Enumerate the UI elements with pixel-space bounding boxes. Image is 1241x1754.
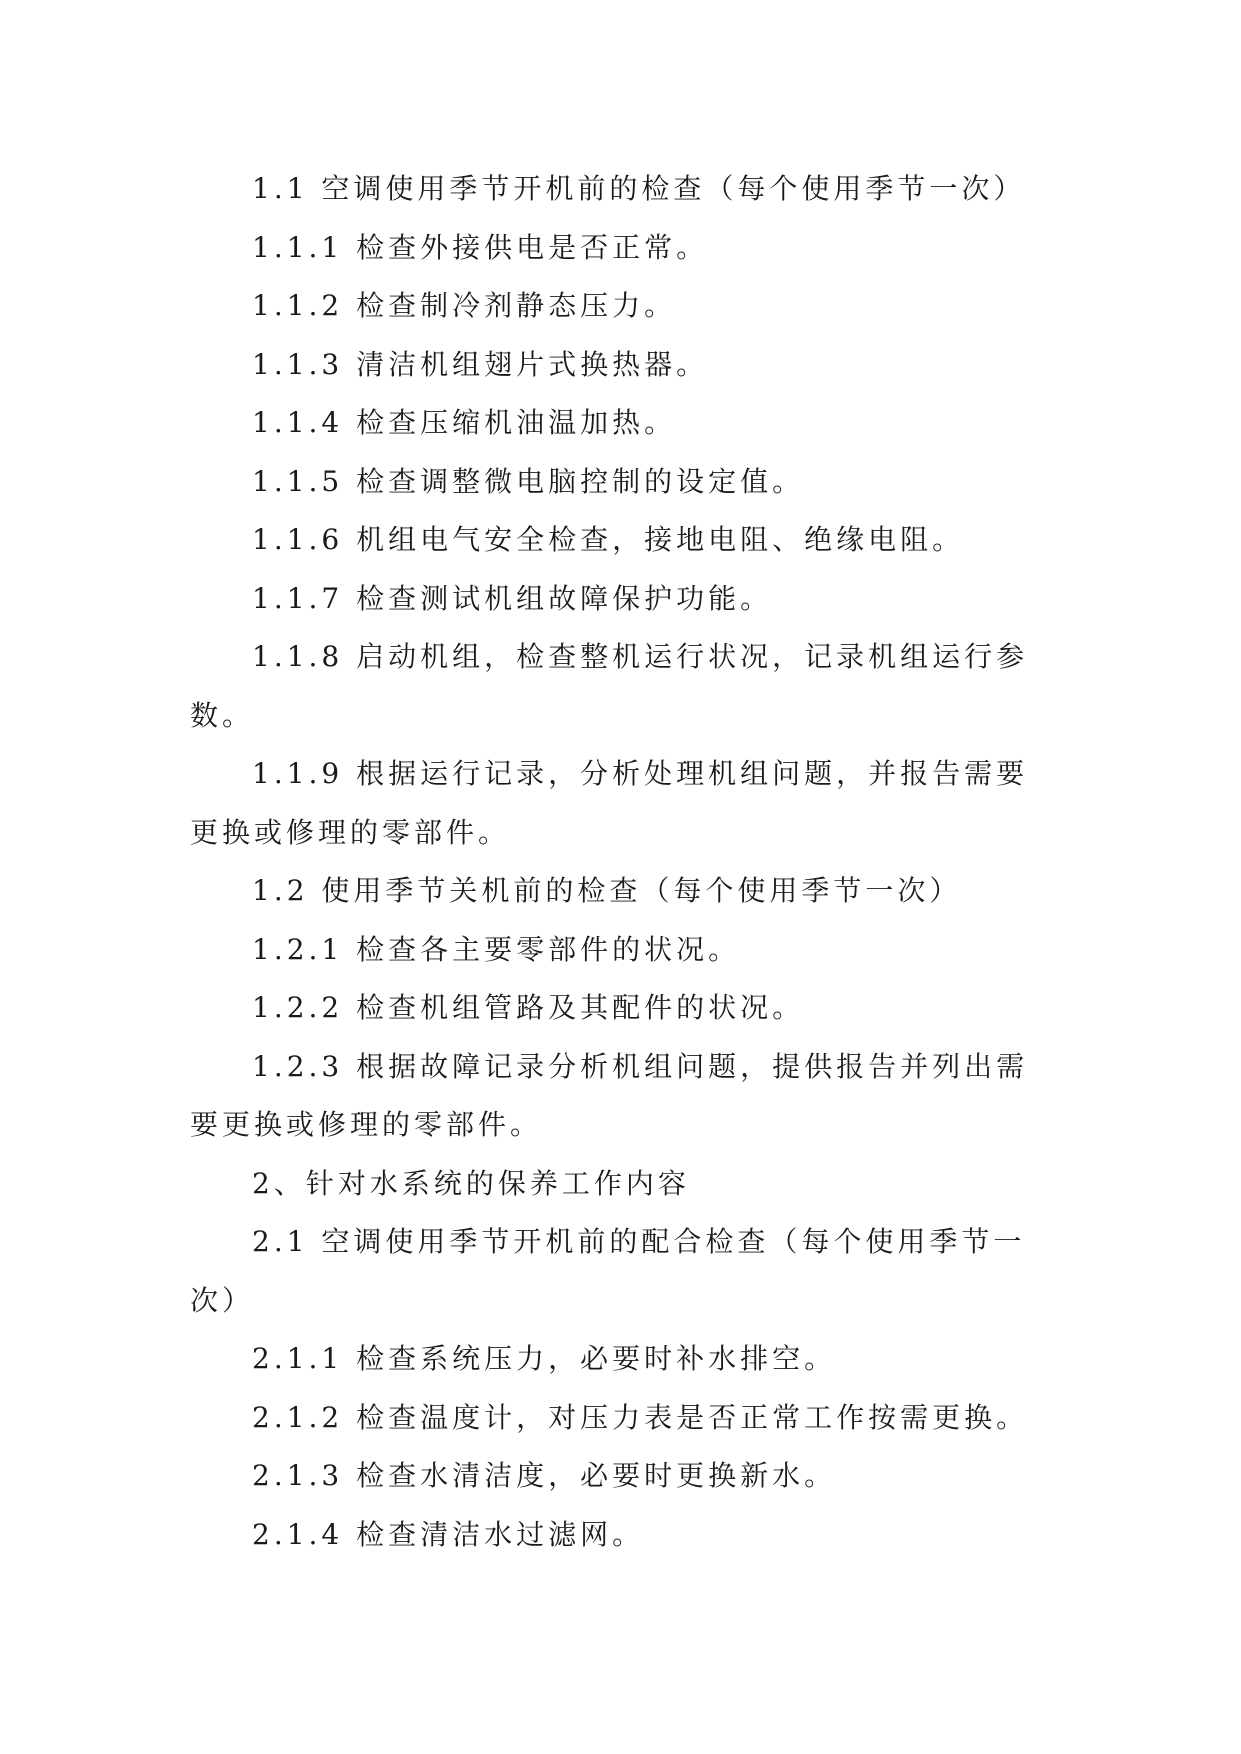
list-item: 1.1.9 根据运行记录，分析处理机组问题，并报告需要更换或修理的零部件。 [190, 757, 1029, 849]
list-item: 1.1.7 检查测试机组故障保护功能。 [252, 581, 773, 615]
list-item: 1.1.2 检查制冷剂静态压力。 [252, 289, 677, 322]
list-item: 1.1.4 检查压缩机油温加热。 [252, 406, 677, 439]
list-item: 2.1.2 检查温度计，对压力表是否正常工作按需更换。 [252, 1400, 1029, 1434]
section-heading-1-1: 1.1 空调使用季节开机前的检查（每个使用季节一次） [252, 172, 1026, 205]
list-item: 1.1.8 启动机组，检查整机运行状况，记录机组运行参数。 [190, 640, 1029, 732]
section-heading-2-1: 2.1 空调使用季节开机前的配合检查（每个使用季节一次） [190, 1225, 1026, 1317]
list-item: 2.1.4 检查清洁水过滤网。 [252, 1517, 645, 1551]
section-heading-2: 2、针对水系统的保养工作内容 [252, 1166, 690, 1200]
list-item: 2.1.1 检查系统压力，必要时补水排空。 [252, 1342, 837, 1375]
section-heading-1-2: 1.2 使用季节关机前的检查（每个使用季节一次） [252, 874, 962, 907]
list-item: 1.1.3 清洁机组翅片式换热器。 [252, 347, 709, 381]
list-item: 1.1.5 检查调整微电脑控制的设定值。 [252, 464, 805, 498]
list-item: 2.1.3 检查水清洁度，必要时更换新水。 [252, 1459, 837, 1492]
list-item: 1.2.2 检查机组管路及其配件的状况。 [252, 991, 805, 1024]
list-item: 1.1.6 机组电气安全检查，接地电阻、绝缘电阻。 [252, 523, 965, 556]
list-item: 1.2.1 检查各主要零部件的状况。 [252, 932, 741, 966]
list-item: 1.1.1 检查外接供电是否正常。 [252, 230, 709, 264]
document-body [190, 160, 1048, 1564]
list-item: 1.2.3 根据故障记录分析机组问题，提供报告并列出需要更换或修理的零部件。 [190, 1049, 1029, 1141]
